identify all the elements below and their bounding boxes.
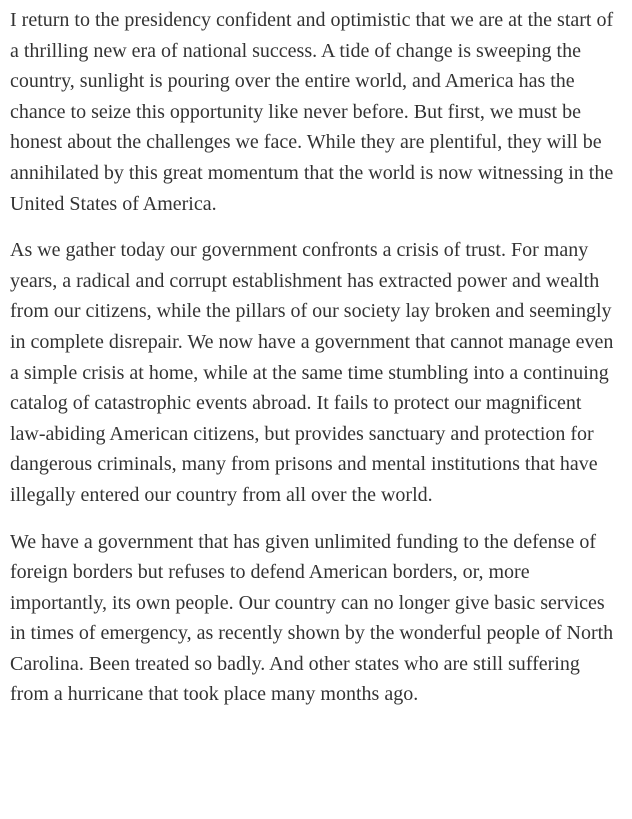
paragraph-3: We have a government that has given unlimited funding to the defense of foreign borders but refuses to defend American borders, or, more importantly, its own people. Our country can no longer give basic services in times of emergency, as recently shown by the wonderful people of North Carolina. Been treated so badly. And other states who are still suffering from a hurricane that took place many months ago.: [10, 530, 614, 706]
paragraph-2: As we gather today our government confronts a crisis of trust. For many years, a radical and corrupt establishment has extracted power and wealth from our citizens, while the pillars of our society lay broken and seemingly in complete disrepair. We now have a government that cannot manage even a simple crisis at home, while at the same time stumbling into a continuing catalog of catastrophic events abroad. It fails to protect our magnificent law-abiding American citizens, but provides sanctuary and protection for dangerous criminals, many from prisons and mental institutions that have illegally entered our country from all over the world.: [10, 239, 614, 506]
paragraph-1: I return to the presidency confident and optimistic that we are at the start of a thrilling new era of national success. A tide of change is sweeping the country, sunlight is pouring over the entire world, and America has the chance to seize this opportunity like never before. But first, we must be honest about the challenges we face. While they are plentiful, they will be annihilated by this great momentum that the world is now witnessing in the United States of America.: [10, 9, 614, 215]
